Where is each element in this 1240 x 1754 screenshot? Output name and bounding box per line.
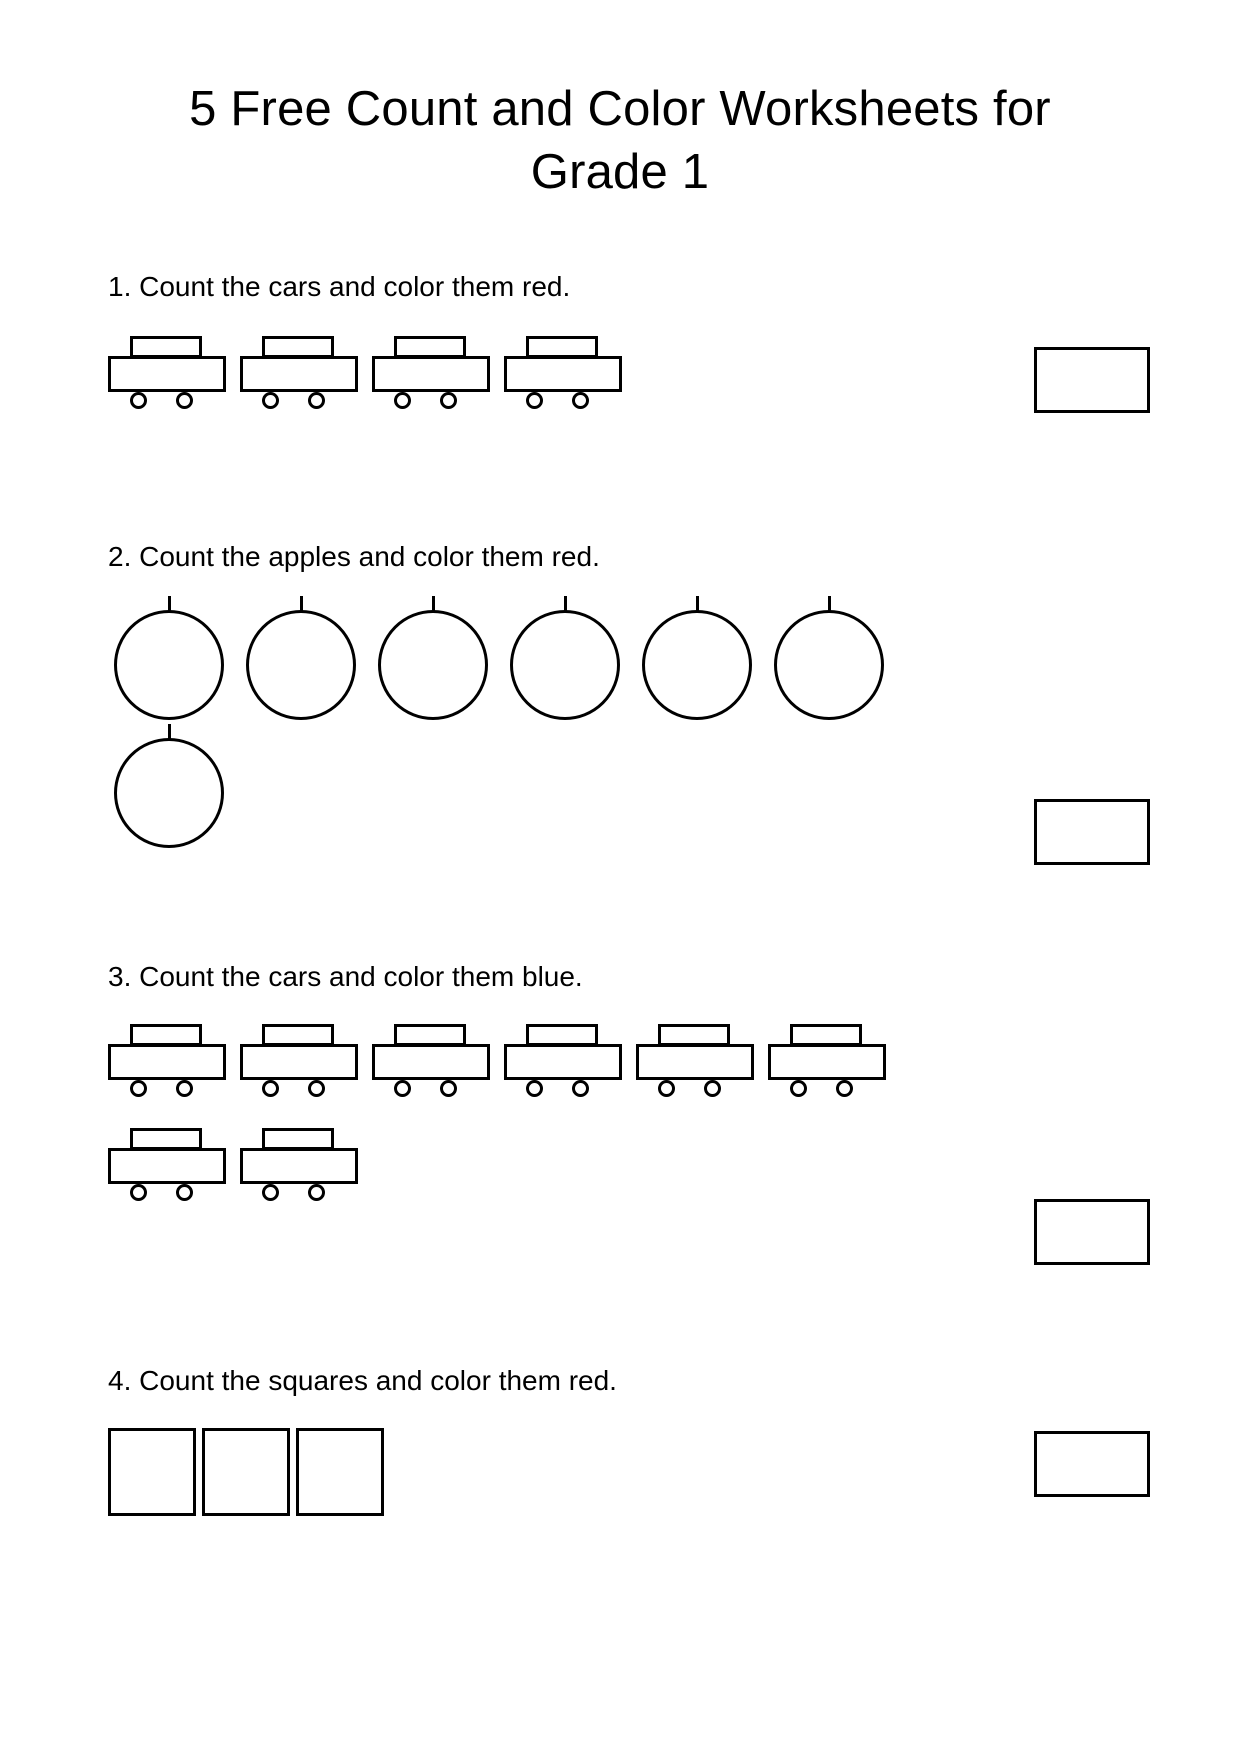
- car-icon: [504, 1024, 622, 1102]
- exercise-2-prompt: 2. Count the apples and color them red.: [108, 541, 600, 573]
- car-icon: [636, 1024, 754, 1102]
- exercise-4: [80, 1363, 1160, 1563]
- exercise-3: [80, 959, 1160, 1349]
- exercise-2-shapes-row-1: [108, 596, 1160, 728]
- apple-icon: [108, 596, 236, 728]
- exercise-3-answer-box[interactable]: [1034, 1199, 1150, 1265]
- square-icon: [108, 1428, 196, 1516]
- exercise-2-answer-box[interactable]: [1034, 799, 1150, 865]
- apple-icon: [240, 596, 368, 728]
- exercise-3-prompt: 3. Count the cars and color them blue.: [108, 961, 583, 993]
- apple-icon: [372, 596, 500, 728]
- car-icon: [372, 336, 490, 414]
- exercise-3-shapes-row-2: [108, 1128, 1160, 1206]
- page-title: 5 Free Count and Color Worksheets for Grade 1: [189, 82, 1051, 199]
- car-icon: [108, 1024, 226, 1102]
- exercise-2-shapes-row-2: [108, 724, 1160, 856]
- exercise-2: [80, 539, 1160, 939]
- exercise-1-shapes: [108, 336, 1160, 414]
- exercise-4-prompt: 4. Count the squares and color them red.: [108, 1365, 617, 1397]
- car-icon: [372, 1024, 490, 1102]
- apple-icon: [636, 596, 764, 728]
- apple-icon: [768, 596, 896, 728]
- car-icon: [768, 1024, 886, 1102]
- car-icon: [240, 1128, 358, 1206]
- exercise-4-answer-box[interactable]: [1034, 1431, 1150, 1497]
- square-icon: [296, 1428, 384, 1516]
- exercise-1-prompt: 1. Count the cars and color them red.: [108, 271, 571, 303]
- car-icon: [504, 336, 622, 414]
- apple-icon: [108, 724, 236, 856]
- exercise-3-shapes-row-1: [108, 1024, 1160, 1102]
- apple-icon: [504, 596, 632, 728]
- car-icon: [240, 336, 358, 414]
- exercise-1: [80, 269, 1160, 539]
- car-icon: [108, 1128, 226, 1206]
- exercise-1-answer-box[interactable]: [1034, 347, 1150, 413]
- car-icon: [108, 336, 226, 414]
- exercise-4-shapes: [108, 1428, 1160, 1516]
- square-icon: [202, 1428, 290, 1516]
- car-icon: [240, 1024, 358, 1102]
